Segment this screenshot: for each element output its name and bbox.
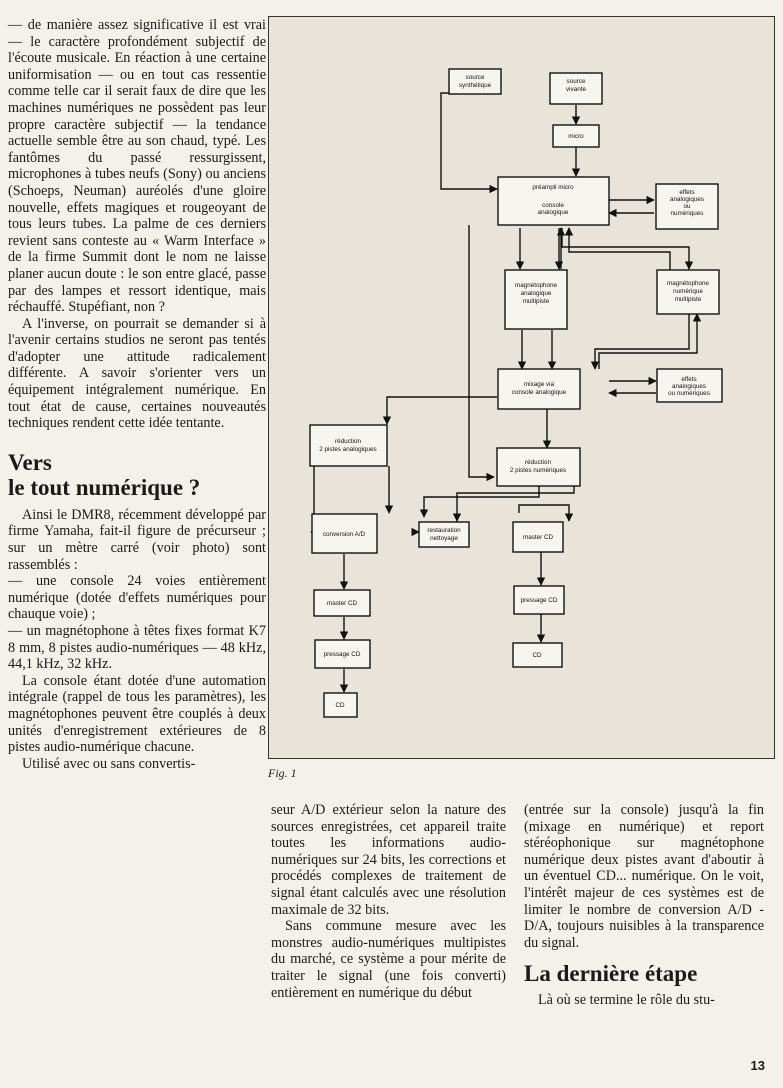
box-label: effets — [681, 376, 697, 383]
box-label: master CD — [326, 600, 358, 607]
box-label: nettoyage — [430, 535, 458, 542]
box-label: analogique — [537, 209, 569, 216]
box-label: console analogique — [511, 389, 567, 396]
box-label: mixage via — [523, 381, 555, 388]
box-label: console — [542, 202, 564, 209]
box-label: 2 pistes analogiques — [319, 446, 377, 453]
right-column — [524, 802, 764, 1009]
section-heading: La dernière étape — [524, 961, 698, 987]
box-label: source — [566, 78, 586, 85]
list-item: — un magnétophone à têtes fixes format K7 8 mm, 8 pistes audio-numériques — 48 kHz, 44,1 kHz, 32 kHz. — [8, 623, 266, 673]
paragraph: Là où se termine le rôle du stu- — [538, 992, 715, 1009]
box-label: réduction — [525, 459, 551, 466]
heading-line: le tout numérique ? — [8, 474, 201, 500]
box-label: ou numériques — [668, 390, 710, 397]
box-label: pressage CD — [323, 651, 361, 658]
box-label: analogiques — [670, 196, 704, 203]
section-heading — [8, 450, 266, 500]
paragraph: A l'inverse, on pourrait se demander si à l'avenir certains studios ne seront pas tentés d'adopter une attitude radicalement différente. A savoir s'orienter vers un équipement intégralement numérique. En tout état de cause, certaines nouveautés techniques rendent cette idée tentante. — [8, 315, 266, 432]
list-item: — une console 24 voies entièrement numérique (dotée d'effets numériques pour chauque voie) ; — [8, 573, 266, 623]
box-label: vivante — [566, 86, 586, 93]
box-label: restauration — [427, 527, 461, 534]
box-label: magnétophone — [514, 282, 558, 289]
box-label: analogique — [520, 290, 552, 297]
box-label: master CD — [522, 534, 554, 541]
paragraph: seur A/D extérieur selon la nature des sources enregistrées, cet appareil traite toutes les informations audio-numériques sur 24 bits, les corrections et procédés complexes de traitement de signal étant calculés avec une résolution maximale de 32 bits. — [271, 802, 506, 918]
page-number: 13 — [750, 1058, 765, 1073]
paragraph: Ainsi le DMR8, récemment développé par firme Yamaha, fait-il figure de précurseur ; sur un mètre carré (voir photo) sont rassemblés : — [8, 506, 266, 573]
box-label: pressage CD — [520, 597, 558, 604]
box-label: CD — [335, 702, 345, 709]
paragraph: La console étant dotée d'une automation intégrale (rappel de tous les paramètres), les magnétophones peuvent être couplés à deux unités d'enregistrement extérieures de 8 pistes audio-numérique chacune. — [8, 672, 266, 756]
box-label: synthétique — [458, 82, 492, 89]
paragraph: — de manière assez significative il est vrai — le caractère profondément subjectif de l'écoute musicale. En réaction à une certaine uniformisation — ou en tout cas ressentie comme telle car il serait faux de dire que les machines numériques ne possèdent pas leur propre caractère subjectif — la tendance actuelle semble être au son chaud, typé. Les fantômes du passé ressurgissent, microphones à tubes neufs (Sony) ou anciens (Schoeps, Neuman) auréolés d'une gloire nouvelle, effets magiques et rougeoyant de tous leurs tubes. La palme de ces derniers revient sans conteste au « Warm Interface » de la firme Summit dont le nom ne laisse planer aucun doute : le son entre glacé, passe par des lampes et ressort identique, mais réchauffé. Stupéfiant, non ? — [8, 17, 266, 316]
box-label: 2 pistes numériques — [509, 467, 567, 474]
box-label: CD — [532, 652, 542, 659]
middle-column — [271, 802, 506, 1001]
box-label: conversion A/D — [322, 531, 366, 538]
box-label: réduction — [335, 438, 361, 445]
heading-line: Vers — [8, 449, 52, 475]
box-label: magnétophone — [666, 280, 710, 287]
box-label: ou — [683, 203, 691, 210]
box-label: source — [465, 74, 485, 81]
paragraph: (entrée sur la console) jusqu'à la fin (mixage en numérique) et report stéréophonique sur magnétophone numérique deux pistes avant d'aboutir à un éventuel CD... numérique. On le voit, l'intérêt majeur de ces systèmes est de limiter le nombre de conversion A/D - D/A, toujours nuisibles à la transparence du signal. — [524, 802, 764, 951]
box-label: micro — [568, 133, 584, 140]
box-label: multipiste — [522, 298, 550, 305]
box-label: préampli micro — [532, 184, 574, 191]
box-label: multipiste — [674, 296, 702, 303]
paragraph: Utilisé avec ou sans convertis- — [22, 755, 196, 772]
box-label: effets — [679, 189, 695, 196]
box-label: analogiques — [672, 383, 706, 390]
figure-diagram — [268, 16, 775, 759]
figure-caption: Fig. 1 — [268, 766, 297, 780]
left-column — [8, 17, 266, 772]
paragraph: Sans commune mesure avec les monstres audio-numériques multipistes du marché, ce système a pour mérite de traiter le signal (une fois converti) entièrement en numérique du début — [271, 918, 506, 1001]
box-label: numérique — [673, 288, 703, 295]
box-label: numériques — [670, 210, 704, 217]
